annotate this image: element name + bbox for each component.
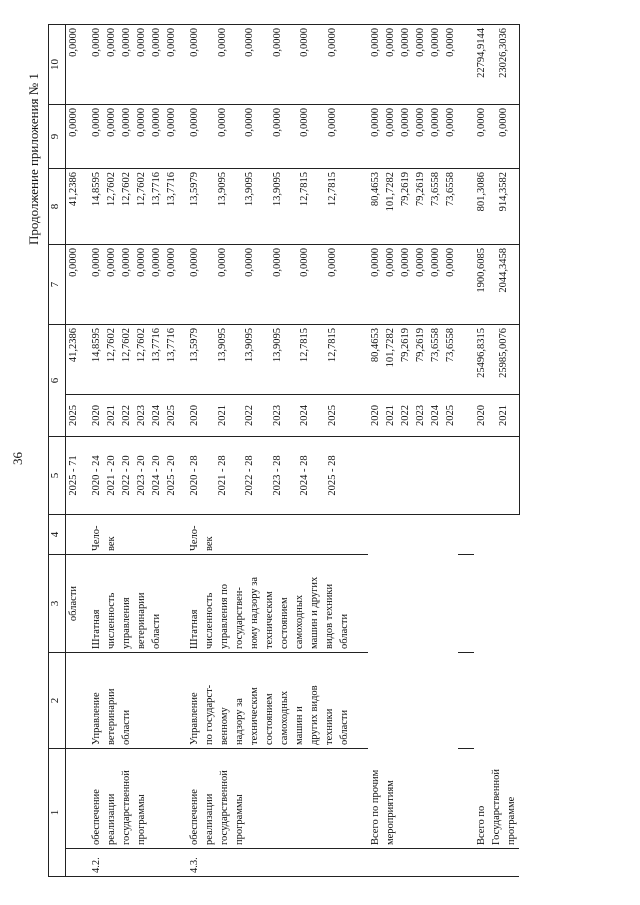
value-cell: 13,7716 bbox=[149, 169, 164, 245]
executor-name: Управление ветеринарии области bbox=[89, 653, 179, 749]
plan-cell bbox=[474, 437, 496, 515]
total-other-label: Всего по прочим мероприятиям bbox=[368, 515, 458, 849]
value-cell: 0,0000 bbox=[413, 25, 428, 105]
value-cell: 0,0000 bbox=[119, 245, 134, 325]
plan-cell: 2020 - 28 bbox=[187, 437, 215, 515]
value-cell: 0,0000 bbox=[398, 245, 413, 325]
spacer-row bbox=[458, 25, 466, 877]
year-cell: 2020 bbox=[368, 395, 383, 437]
year-cell: 2025 bbox=[325, 395, 353, 437]
value-cell: 0,0000 bbox=[215, 245, 243, 325]
total-program-label: Всего по Государственной программе bbox=[474, 515, 519, 849]
column-number: 8 bbox=[49, 169, 66, 245]
value-cell: 12,7602 bbox=[104, 325, 119, 395]
value-cell: 0,0000 bbox=[270, 245, 298, 325]
executor-name: Управление по государст- венному надзору за техническим состоянием самоходных машин и других видов техники области bbox=[187, 653, 352, 749]
spacer-row bbox=[352, 25, 360, 877]
year-cell: 2022 bbox=[398, 395, 413, 437]
year-cell: 2021 bbox=[104, 395, 119, 437]
indicator-cell: области bbox=[66, 555, 82, 653]
value-cell: 0,0000 bbox=[428, 245, 443, 325]
unit-cell: Чело- век bbox=[187, 515, 352, 555]
value-cell: 13,9095 bbox=[215, 169, 243, 245]
year-cell: 2022 bbox=[242, 395, 270, 437]
plan-cell bbox=[383, 437, 398, 515]
value-cell: 0,0000 bbox=[242, 25, 270, 105]
value-cell: 0,0000 bbox=[66, 25, 82, 105]
year-cell: 2025 bbox=[66, 395, 82, 437]
year-cell: 2024 bbox=[428, 395, 443, 437]
column-number: 5 bbox=[49, 437, 66, 515]
year-cell: 2023 bbox=[270, 395, 298, 437]
year-cell: 2025 bbox=[443, 395, 458, 437]
value-cell: 13,9095 bbox=[242, 169, 270, 245]
value-cell: 0,0000 bbox=[398, 25, 413, 105]
plan-cell bbox=[428, 437, 443, 515]
column-numbers-row bbox=[49, 25, 66, 877]
item-number bbox=[474, 849, 519, 877]
value-cell: 0,0000 bbox=[325, 245, 353, 325]
value-cell: 0,0000 bbox=[383, 25, 398, 105]
column-number: 2 bbox=[49, 653, 66, 749]
value-cell: 0,0000 bbox=[443, 25, 458, 105]
value-cell: 1900,6085 bbox=[474, 245, 496, 325]
table-row bbox=[368, 25, 383, 877]
value-cell: 14,8595 bbox=[89, 325, 104, 395]
value-cell: 0,0000 bbox=[164, 105, 179, 169]
value-cell: 13,9095 bbox=[242, 325, 270, 395]
value-cell: 0,0000 bbox=[325, 25, 353, 105]
budget-table bbox=[48, 24, 520, 877]
year-cell: 2021 bbox=[383, 395, 398, 437]
value-cell: 0,0000 bbox=[187, 25, 215, 105]
year-cell: 2020 bbox=[187, 395, 215, 437]
value-cell: 14,8595 bbox=[89, 169, 104, 245]
value-cell: 13,7716 bbox=[164, 325, 179, 395]
item-number: 4.2. bbox=[89, 849, 179, 877]
column-number: 9 bbox=[49, 105, 66, 169]
value-cell: 13,7716 bbox=[164, 169, 179, 245]
year-cell: 2024 bbox=[297, 395, 325, 437]
table-row bbox=[89, 25, 104, 877]
spacer-row bbox=[81, 25, 89, 877]
value-cell: 0,0000 bbox=[368, 105, 383, 169]
value-cell: 0,0000 bbox=[383, 245, 398, 325]
value-cell: 25496,8315 bbox=[474, 325, 496, 395]
value-cell: 0,0000 bbox=[119, 105, 134, 169]
value-cell: 0,0000 bbox=[242, 105, 270, 169]
value-cell: 0,0000 bbox=[325, 105, 353, 169]
plan-cell: 2023 - 20 bbox=[134, 437, 149, 515]
value-cell: 12,7602 bbox=[104, 169, 119, 245]
value-cell: 0,0000 bbox=[104, 25, 119, 105]
value-cell: 0,0000 bbox=[270, 25, 298, 105]
table-row bbox=[66, 25, 82, 877]
value-cell: 12,7815 bbox=[325, 325, 353, 395]
column-number: 1 bbox=[49, 749, 66, 877]
value-cell: 0,0000 bbox=[164, 245, 179, 325]
column-number: 4 bbox=[49, 515, 66, 555]
plan-cell bbox=[496, 437, 519, 515]
table-body bbox=[66, 25, 520, 877]
value-cell: 79,2619 bbox=[398, 169, 413, 245]
value-cell: 0,0000 bbox=[134, 245, 149, 325]
value-cell: 2044,3458 bbox=[496, 245, 519, 325]
value-cell: 0,0000 bbox=[134, 25, 149, 105]
value-cell: 0,0000 bbox=[242, 245, 270, 325]
value-cell: 0,0000 bbox=[368, 245, 383, 325]
column-number: 3 bbox=[49, 555, 66, 653]
value-cell: 0,0000 bbox=[187, 105, 215, 169]
spacer-row bbox=[179, 25, 187, 877]
value-cell: 914,3582 bbox=[496, 169, 519, 245]
value-cell: 73,6558 bbox=[443, 169, 458, 245]
value-cell: 12,7815 bbox=[297, 169, 325, 245]
value-cell: 13,9095 bbox=[270, 169, 298, 245]
column-number: 6 bbox=[49, 325, 66, 437]
value-cell: 0,0000 bbox=[413, 245, 428, 325]
value-cell: 0,0000 bbox=[89, 245, 104, 325]
value-cell: 0,0000 bbox=[149, 105, 164, 169]
value-cell: 0,0000 bbox=[297, 25, 325, 105]
value-cell: 0,0000 bbox=[474, 105, 496, 169]
value-cell: 0,0000 bbox=[149, 245, 164, 325]
value-cell: 73,6558 bbox=[443, 325, 458, 395]
value-cell: 0,0000 bbox=[164, 25, 179, 105]
value-cell: 13,5979 bbox=[187, 325, 215, 395]
value-cell: 0,0000 bbox=[443, 245, 458, 325]
value-cell: 0,0000 bbox=[89, 25, 104, 105]
year-cell: 2021 bbox=[496, 395, 519, 437]
appendix-continuation-note: Продолжение приложения № 1 bbox=[26, 73, 41, 245]
column-number: 7 bbox=[49, 245, 66, 325]
value-cell: 41,2386 bbox=[66, 325, 82, 395]
year-cell: 2020 bbox=[89, 395, 104, 437]
plan-cell bbox=[398, 437, 413, 515]
value-cell: 0,0000 bbox=[149, 25, 164, 105]
value-cell: 0,0000 bbox=[134, 105, 149, 169]
value-cell: 13,7716 bbox=[149, 325, 164, 395]
value-cell: 73,6558 bbox=[428, 169, 443, 245]
value-cell: 12,7815 bbox=[297, 325, 325, 395]
indicator-name: Штатная численность управления по государствен- ному надзору за техническим состоянием самоходных машин и других видов техники области bbox=[187, 555, 352, 653]
plan-cell: 2022 - 28 bbox=[242, 437, 270, 515]
year-cell: 2021 bbox=[215, 395, 243, 437]
value-cell: 801,3086 bbox=[474, 169, 496, 245]
spacer-row bbox=[466, 25, 474, 877]
year-cell: 2025 bbox=[164, 395, 179, 437]
value-cell: 79,2619 bbox=[413, 169, 428, 245]
value-cell: 0,0000 bbox=[215, 105, 243, 169]
value-cell: 0,0000 bbox=[398, 105, 413, 169]
value-cell: 25985,0076 bbox=[496, 325, 519, 395]
value-cell: 79,2619 bbox=[413, 325, 428, 395]
year-cell: 2020 bbox=[474, 395, 496, 437]
value-cell: 12,7602 bbox=[134, 325, 149, 395]
value-cell: 79,2619 bbox=[398, 325, 413, 395]
plan-cell: 2024 - 20 bbox=[149, 437, 164, 515]
plan-cell: 2025 - 71 bbox=[66, 437, 82, 515]
unit-cell: Чело- век bbox=[89, 515, 179, 555]
value-cell: 0,0000 bbox=[215, 25, 243, 105]
spacer-row bbox=[360, 25, 368, 877]
value-cell: 12,7815 bbox=[325, 169, 353, 245]
value-cell: 12,7602 bbox=[134, 169, 149, 245]
value-cell: 0,0000 bbox=[270, 105, 298, 169]
column-number: 10 bbox=[49, 25, 66, 105]
value-cell: 0,0000 bbox=[66, 105, 82, 169]
value-cell: 0,0000 bbox=[104, 245, 119, 325]
value-cell: 0,0000 bbox=[383, 105, 398, 169]
value-cell: 80,4653 bbox=[368, 325, 383, 395]
value-cell: 0,0000 bbox=[368, 25, 383, 105]
plan-cell: 2025 - 28 bbox=[325, 437, 353, 515]
value-cell: 12,7602 bbox=[119, 325, 134, 395]
table-row bbox=[187, 25, 215, 877]
value-cell: 0,0000 bbox=[187, 245, 215, 325]
value-cell: 41,2386 bbox=[66, 169, 82, 245]
year-cell: 2023 bbox=[134, 395, 149, 437]
value-cell: 22794,9144 bbox=[474, 25, 496, 105]
page-number: 36 bbox=[10, 452, 25, 465]
value-cell: 0,0000 bbox=[297, 245, 325, 325]
value-cell: 73,6558 bbox=[428, 325, 443, 395]
value-cell: 0,0000 bbox=[413, 105, 428, 169]
plan-cell: 2025 - 20 bbox=[164, 437, 179, 515]
indicator-name: Штатная численность управления ветеринарии области bbox=[89, 555, 179, 653]
value-cell: 0,0000 bbox=[297, 105, 325, 169]
value-cell: 0,0000 bbox=[428, 105, 443, 169]
year-cell: 2023 bbox=[413, 395, 428, 437]
value-cell: 13,9095 bbox=[270, 325, 298, 395]
plan-cell bbox=[368, 437, 383, 515]
value-cell: 0,0000 bbox=[443, 105, 458, 169]
item-number: 4.3. bbox=[187, 849, 352, 877]
plan-cell: 2021 - 28 bbox=[215, 437, 243, 515]
table-row bbox=[474, 25, 496, 877]
value-cell: 13,5979 bbox=[187, 169, 215, 245]
plan-cell: 2021 - 20 bbox=[104, 437, 119, 515]
plan-cell bbox=[413, 437, 428, 515]
value-cell: 80,4653 bbox=[368, 169, 383, 245]
value-cell: 0,0000 bbox=[496, 105, 519, 169]
value-cell: 101,7282 bbox=[383, 325, 398, 395]
value-cell: 13,9095 bbox=[215, 325, 243, 395]
measure-name: обеспечение реализации государственной программы bbox=[89, 749, 179, 849]
plan-cell: 2024 - 28 bbox=[297, 437, 325, 515]
value-cell: 23026,3036 bbox=[496, 25, 519, 105]
plan-cell bbox=[443, 437, 458, 515]
value-cell: 0,0000 bbox=[428, 25, 443, 105]
plan-cell: 2022 - 20 bbox=[119, 437, 134, 515]
value-cell: 12,7602 bbox=[119, 169, 134, 245]
item-number bbox=[368, 849, 458, 877]
plan-cell: 2023 - 28 bbox=[270, 437, 298, 515]
measure-name: обеспечение реализации государственной программы bbox=[187, 749, 352, 849]
value-cell: 0,0000 bbox=[104, 105, 119, 169]
year-cell: 2022 bbox=[119, 395, 134, 437]
value-cell: 0,0000 bbox=[119, 25, 134, 105]
value-cell: 0,0000 bbox=[66, 245, 82, 325]
value-cell: 101,7282 bbox=[383, 169, 398, 245]
value-cell: 0,0000 bbox=[89, 105, 104, 169]
plan-cell: 2020 - 24 bbox=[89, 437, 104, 515]
year-cell: 2024 bbox=[149, 395, 164, 437]
